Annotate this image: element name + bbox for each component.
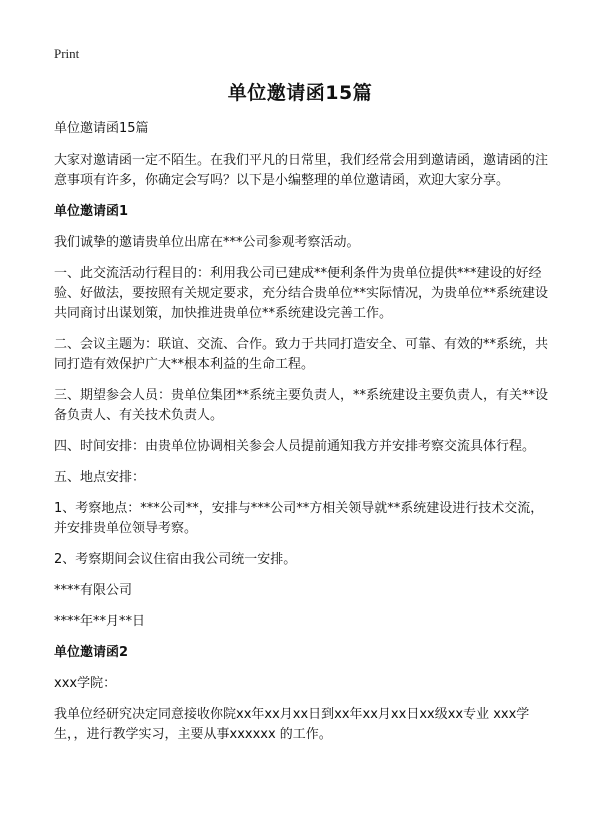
paragraph: 二、会议主题为：联谊、交流、合作。致力于共同打造安全、可靠、有效的**系统，共同打造有效保护广大**根本利益的生命工程。: [54, 337, 549, 372]
intro-paragraph: 大家对邀请函一定不陌生。在我们平凡的日常里，我们经常会用到邀请函，邀请函的注意事项有许多，你确定会写吗？以下是小编整理的单位邀请函，欢迎大家分享。: [54, 153, 549, 188]
signature-company: ****有限公司: [54, 583, 133, 598]
paragraph: 三、期望参会人员：贵单位集团**系统主要负责人，**系统建设主要负责人，有关**设备负责人、有关技术负责人。: [54, 388, 549, 423]
page-title: 单位邀请函15篇: [227, 82, 373, 104]
article-body: [54, 119, 550, 756]
article-subtitle: 单位邀请函15篇: [54, 121, 149, 136]
section-heading: 单位邀请函2: [54, 645, 129, 660]
section-heading: 单位邀请函1: [54, 204, 129, 219]
signature-date: ****年**月**日: [54, 614, 146, 629]
paragraph: 一、此交流活动行程目的：利用我公司已建成**便利条件为贵单位提供***建设的好经验、好做法，要按照有关规定要求，充分结合贵单位**实际情况，为贵单位**系统建设共同商讨出谋划策，加快推进贵单位**系统建设完善工作。: [54, 266, 549, 321]
paragraph: 四、时间安排：由贵单位协调相关参会人员提前通知我方并安排考察交流具体行程。: [54, 439, 536, 454]
paragraph: 五、地点安排：: [54, 470, 146, 485]
paragraph: 我单位经研究决定同意接收你院xx年xx月xx日到xx年xx月xx日xx级xx专业 xxx学生，，进行教学实习，主要从事xxxxxx 的工作。: [54, 707, 530, 742]
paragraph: 1、考察地点：***公司**，安排与***公司**方相关领导就**系统建设进行技术交流，并安排贵单位领导考察。: [54, 501, 544, 536]
paragraph: 我们诚挚的邀请贵单位出席在***公司参观考察活动。: [54, 235, 360, 250]
salutation: xxx学院：: [54, 676, 117, 691]
paragraph: 2、考察期间会议住宿由我公司统一安排。: [54, 552, 297, 567]
print-link[interactable]: Print: [54, 46, 80, 61]
